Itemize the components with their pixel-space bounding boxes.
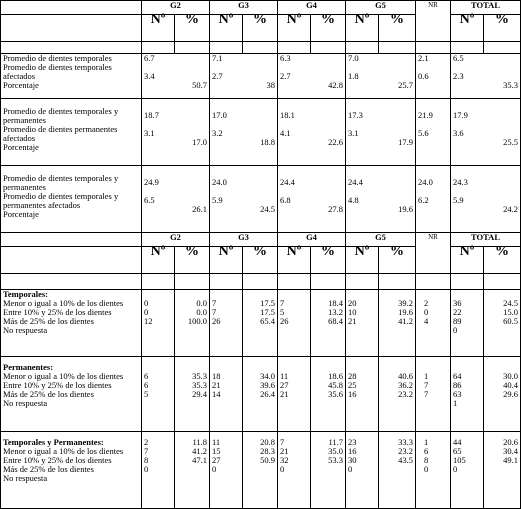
value: 7.0 <box>348 53 359 63</box>
row-label: Promedio de dientes temporales y permanentes <box>3 106 119 125</box>
header-pct: % <box>484 247 521 274</box>
value: 65 <box>453 446 462 456</box>
value: 43.5 <box>398 455 413 465</box>
value: 47.1 <box>192 455 207 465</box>
value: 25.5 <box>503 137 519 147</box>
row-label: Más de 25% de los dientes <box>3 464 94 474</box>
value: 26.4 <box>260 389 275 399</box>
value: 29.4 <box>192 389 207 399</box>
value: 5.9 <box>453 195 464 205</box>
section-permanentes-avg <box>1 99 521 166</box>
value: 49.1 <box>503 455 519 465</box>
section-title: Temporales: <box>3 289 49 299</box>
header-nr: NR <box>416 1 451 42</box>
section-temporales-dist <box>1 290 521 357</box>
value: 18.1 <box>280 110 295 120</box>
value: 89 <box>453 316 462 326</box>
value: 17.9 <box>453 110 468 120</box>
value: 18.8 <box>260 137 275 147</box>
value: 4.1 <box>280 128 291 138</box>
value: 6.5 <box>144 195 155 205</box>
value: 11.7 <box>328 437 343 447</box>
row-label: Porcentaje <box>3 80 39 90</box>
header-pct: % <box>484 15 521 42</box>
section-title: Temporales y Permanentes: <box>3 437 104 447</box>
value: 7 <box>424 389 429 399</box>
value: 18 <box>212 371 221 381</box>
value: 0 <box>453 464 458 474</box>
value: 50.7 <box>192 80 207 90</box>
value: 24.3 <box>453 177 468 187</box>
header-n: Nº <box>346 15 379 42</box>
value: 24.4 <box>348 177 363 187</box>
value: 0.6 <box>418 71 429 81</box>
value: 13.2 <box>328 307 343 317</box>
value: 30 <box>348 455 357 465</box>
value: 50.9 <box>260 455 275 465</box>
value: 8 <box>424 455 429 465</box>
row-label: Entre 10% y 25% de los dientes <box>3 455 112 465</box>
value: 11 <box>280 371 289 381</box>
value: 45.8 <box>328 380 343 390</box>
value: 14 <box>212 389 221 399</box>
value: 11 <box>212 437 221 447</box>
row-label: Menor o igual a 10% de los dientes <box>3 371 124 381</box>
value: 2.7 <box>280 71 291 81</box>
row-label: Entre 10% y 25% de los dientes <box>3 307 112 317</box>
value: 23.2 <box>398 389 413 399</box>
header-n: Nº <box>210 15 243 42</box>
value: 105 <box>453 455 466 465</box>
value: 23.2 <box>398 446 413 456</box>
value: 53.3 <box>328 455 343 465</box>
row-label: Promedio de dientes temporales <box>3 53 112 63</box>
row-label: No respuesta <box>3 398 48 408</box>
value: 5 <box>144 389 149 399</box>
header-g3: G3 <box>210 233 278 247</box>
row-label: No respuesta <box>3 473 48 483</box>
header-pct: % <box>243 247 278 274</box>
value: 1.8 <box>348 71 359 81</box>
value: 7.1 <box>212 53 223 63</box>
value: 36 <box>453 298 462 308</box>
value: 12 <box>144 316 153 326</box>
value: 0 <box>348 464 353 474</box>
value: 20.8 <box>260 437 275 447</box>
value: 68.4 <box>328 316 343 326</box>
value: 41.2 <box>398 316 413 326</box>
row-label: Entre 10% y 25% de los dientes <box>3 380 112 390</box>
value: 24.2 <box>503 204 519 214</box>
value: 21 <box>212 380 221 390</box>
value: 2.1 <box>418 53 429 63</box>
header-pct: % <box>175 15 210 42</box>
value: 10 <box>348 307 357 317</box>
value: 25 <box>348 380 357 390</box>
header-pct: % <box>379 15 416 42</box>
value: 20 <box>348 298 357 308</box>
value: 6.7 <box>144 53 155 63</box>
value: 39.6 <box>260 380 275 390</box>
header-g5: G5 <box>346 233 416 247</box>
value: 44 <box>453 437 462 447</box>
value: 19.6 <box>398 204 413 214</box>
header-g4: G4 <box>278 1 346 15</box>
header-n: Nº <box>451 15 484 42</box>
header-nr: NR <box>416 233 451 274</box>
header-g5: G5 <box>346 1 416 15</box>
value: 17.5 <box>260 307 275 317</box>
value: 18.7 <box>144 110 159 120</box>
value: 40.4 <box>503 380 519 390</box>
value: 21 <box>348 316 357 326</box>
value: 27.8 <box>328 204 343 214</box>
value: 24.5 <box>503 298 519 308</box>
value: 30.0 <box>503 371 519 381</box>
spacer-row <box>1 42 521 54</box>
value: 0 <box>144 307 149 317</box>
row-label: Promedio de dientes permanentes afectados <box>3 124 118 143</box>
value: 38 <box>266 80 275 90</box>
row-label: No respuesta <box>3 325 48 335</box>
value: 0.0 <box>196 298 207 308</box>
header-total: TOTAL <box>451 1 521 15</box>
row-label: Menor o igual a 10% de los dientes <box>3 298 124 308</box>
header-g2: G2 <box>142 233 210 247</box>
value: 1 <box>424 371 429 381</box>
header-n: Nº <box>451 247 484 274</box>
header-pct: % <box>243 15 278 42</box>
value: 42.8 <box>328 80 343 90</box>
value: 7 <box>212 298 217 308</box>
value: 15.0 <box>503 307 519 317</box>
value: 0.0 <box>196 307 207 317</box>
value: 19.6 <box>398 307 413 317</box>
header-g3: G3 <box>210 1 278 15</box>
value: 17.0 <box>192 137 207 147</box>
value: 0 <box>144 298 149 308</box>
header-pct: % <box>175 247 210 274</box>
value: 35.3 <box>192 380 207 390</box>
value: 35.3 <box>192 371 207 381</box>
header-total: TOTAL <box>451 233 521 247</box>
value: 3.4 <box>144 71 155 81</box>
value: 3.1 <box>348 128 359 138</box>
header-n: Nº <box>278 247 311 274</box>
row-label: Menor o igual a 10% de los dientes <box>3 446 124 456</box>
value: 18.4 <box>328 298 343 308</box>
header-n: Nº <box>278 15 311 42</box>
value: 1 <box>424 437 429 447</box>
value: 5 <box>280 307 285 317</box>
value: 6.5 <box>453 53 464 63</box>
value: 21.9 <box>418 110 433 120</box>
value: 0 <box>144 464 149 474</box>
value: 3.2 <box>212 128 223 138</box>
value: 24.9 <box>144 177 159 187</box>
value: 2 <box>424 298 429 308</box>
value: 28.3 <box>260 446 275 456</box>
row-label: Porcentaje <box>3 209 39 219</box>
header-pct: % <box>311 247 346 274</box>
value: 0 <box>424 464 429 474</box>
value: 18.6 <box>328 371 343 381</box>
value: 6.8 <box>280 195 291 205</box>
row-label: Promedio de dientes temporales y permanentes <box>3 173 119 192</box>
value: 35.6 <box>328 389 343 399</box>
row-label: Porcentaje <box>3 142 39 152</box>
value: 0 <box>424 307 429 317</box>
value: 7 <box>280 298 285 308</box>
row-label: Promedio de dientes temporales afectados <box>3 62 112 81</box>
header-n: Nº <box>346 247 379 274</box>
value: 6 <box>144 371 149 381</box>
value: 24.4 <box>280 177 295 187</box>
value: 65.4 <box>260 316 275 326</box>
value: 7 <box>424 380 429 390</box>
value: 0 <box>280 464 285 474</box>
value: 4 <box>424 316 429 326</box>
value: 24.5 <box>260 204 275 214</box>
value: 64 <box>453 371 462 381</box>
value: 36.2 <box>398 380 413 390</box>
value: 2 <box>144 437 149 447</box>
row-label: Más de 25% de los dientes <box>3 389 94 399</box>
header-empty-cell <box>1 1 142 15</box>
value: 3.6 <box>453 128 464 138</box>
value: 4.8 <box>348 195 359 205</box>
value: 17.9 <box>398 137 413 147</box>
value: 21 <box>280 446 289 456</box>
value: 63 <box>453 389 462 399</box>
value: 21 <box>280 389 289 399</box>
value: 16 <box>348 389 357 399</box>
value: 26 <box>280 316 289 326</box>
value: 2.7 <box>212 71 223 81</box>
header-n: Nº <box>142 15 175 42</box>
value: 27 <box>280 380 289 390</box>
value: 41.2 <box>192 446 207 456</box>
section-permanentes-dist <box>1 357 521 432</box>
value: 26 <box>212 316 221 326</box>
value: 6 <box>144 380 149 390</box>
value: 7 <box>280 437 285 447</box>
value: 11.8 <box>192 437 207 447</box>
value: 3.1 <box>144 128 155 138</box>
section-ambos-avg <box>1 166 521 233</box>
header-g2: G2 <box>142 1 210 15</box>
value: 17.0 <box>212 110 227 120</box>
value: 6.2 <box>418 195 429 205</box>
value: 28 <box>348 371 357 381</box>
header-pct: % <box>379 247 416 274</box>
value: 23 <box>348 437 357 447</box>
value: 5.9 <box>212 195 223 205</box>
row-label: Promedio de dientes temporales y permanentes afectados <box>3 191 119 210</box>
value: 39.2 <box>398 298 413 308</box>
value: 29.6 <box>503 389 519 399</box>
value: 7 <box>212 307 217 317</box>
value: 22 <box>453 307 462 317</box>
value: 0 <box>212 464 217 474</box>
value: 20.6 <box>503 437 519 447</box>
header-n: Nº <box>142 247 175 274</box>
value: 2.3 <box>453 71 464 81</box>
value: 35.0 <box>328 446 343 456</box>
value: 34.0 <box>260 371 275 381</box>
value: 24.0 <box>212 177 227 187</box>
header-n: Nº <box>210 247 243 274</box>
section-temporales-avg <box>1 54 521 99</box>
value: 33.3 <box>398 437 413 447</box>
value: 100.0 <box>187 316 207 326</box>
value: 5.6 <box>418 128 429 138</box>
value: 15 <box>212 446 221 456</box>
value: 24.0 <box>418 177 433 187</box>
value: 17.3 <box>348 110 363 120</box>
section-ambos-dist <box>1 432 521 509</box>
value: 25.7 <box>398 80 413 90</box>
header-g4: G4 <box>278 233 346 247</box>
header-empty-cell <box>1 15 142 42</box>
value: 16 <box>348 446 357 456</box>
value: 8 <box>144 455 149 465</box>
value: 6 <box>424 446 429 456</box>
value: 0 <box>453 325 458 335</box>
header-pct: % <box>311 15 346 42</box>
value: 1 <box>453 398 458 408</box>
value: 7 <box>144 446 149 456</box>
value: 6.3 <box>280 53 291 63</box>
value: 30.4 <box>503 446 519 456</box>
value: 22.6 <box>328 137 343 147</box>
value: 60.5 <box>503 316 519 326</box>
value: 35.3 <box>503 80 519 90</box>
value: 32 <box>280 455 289 465</box>
value: 26.1 <box>192 204 207 214</box>
value: 40.6 <box>398 371 413 381</box>
value: 86 <box>453 380 462 390</box>
section-title: Permanentes: <box>3 362 54 372</box>
spacer-row <box>1 274 521 290</box>
value: 17.5 <box>260 298 275 308</box>
value: 27 <box>212 455 221 465</box>
row-label: Más de 25% de los dientes <box>3 316 94 326</box>
